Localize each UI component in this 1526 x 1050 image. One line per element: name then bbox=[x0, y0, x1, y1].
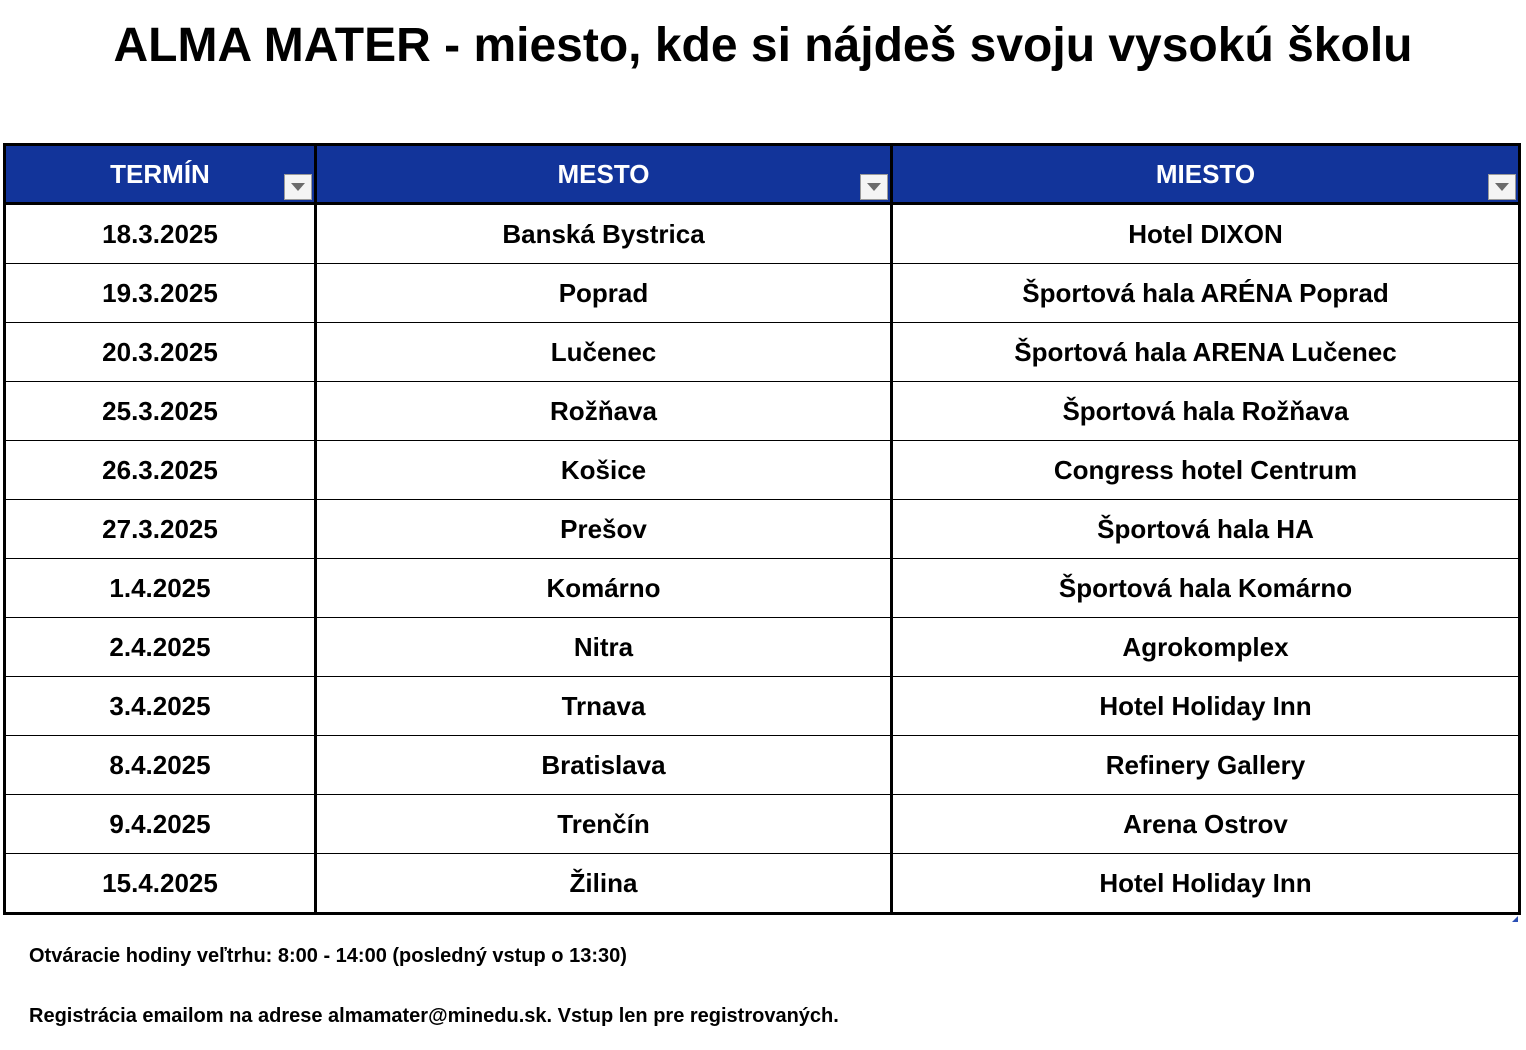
column-header-venue bbox=[892, 145, 1520, 204]
city-cell: Košice bbox=[316, 441, 892, 500]
city-cell: Trenčín bbox=[316, 795, 892, 854]
venue-cell: Športová hala Komárno bbox=[892, 559, 1520, 618]
date-cell: 19.3.2025 bbox=[5, 264, 316, 323]
table-row bbox=[5, 382, 1520, 441]
table-row bbox=[5, 264, 1520, 323]
venue-cell: Športová hala ARÉNA Poprad bbox=[892, 264, 1520, 323]
filter-dropdown-button[interactable] bbox=[1488, 174, 1516, 200]
column-header-label: TERMÍN bbox=[110, 158, 210, 189]
filter-dropdown-button[interactable] bbox=[284, 174, 312, 200]
filter-dropdown-button[interactable] bbox=[860, 174, 888, 200]
table-resize-handle[interactable] bbox=[1512, 916, 1518, 922]
city-cell: Banská Bystrica bbox=[316, 204, 892, 264]
city-cell: Rožňava bbox=[316, 382, 892, 441]
date-cell: 9.4.2025 bbox=[5, 795, 316, 854]
date-cell: 15.4.2025 bbox=[5, 854, 316, 914]
venue-cell: Arena Ostrov bbox=[892, 795, 1520, 854]
city-cell: Trnava bbox=[316, 677, 892, 736]
date-cell: 25.3.2025 bbox=[5, 382, 316, 441]
date-cell: 27.3.2025 bbox=[5, 500, 316, 559]
dropdown-arrow-icon bbox=[290, 182, 306, 192]
venue-cell: Hotel DIXON bbox=[892, 204, 1520, 264]
table-row bbox=[5, 677, 1520, 736]
venue-cell: Congress hotel Centrum bbox=[892, 441, 1520, 500]
venue-cell: Hotel Holiday Inn bbox=[892, 854, 1520, 914]
table-row bbox=[5, 204, 1520, 264]
venue-cell: Športová hala Rožňava bbox=[892, 382, 1520, 441]
date-cell: 1.4.2025 bbox=[5, 559, 316, 618]
column-header-date bbox=[5, 145, 316, 204]
table-row bbox=[5, 618, 1520, 677]
table-row bbox=[5, 323, 1520, 382]
city-cell: Nitra bbox=[316, 618, 892, 677]
city-cell: Žilina bbox=[316, 854, 892, 914]
table-row bbox=[5, 500, 1520, 559]
table-row bbox=[5, 736, 1520, 795]
city-cell: Poprad bbox=[316, 264, 892, 323]
date-cell: 26.3.2025 bbox=[5, 441, 316, 500]
date-cell: 2.4.2025 bbox=[5, 618, 316, 677]
date-cell: 18.3.2025 bbox=[5, 204, 316, 264]
dropdown-arrow-icon bbox=[1494, 182, 1510, 192]
venue-cell: Športová hala HA bbox=[892, 500, 1520, 559]
venue-cell: Športová hala ARENA Lučenec bbox=[892, 323, 1520, 382]
column-header-label: MESTO bbox=[557, 158, 650, 189]
date-cell: 20.3.2025 bbox=[5, 323, 316, 382]
venue-cell: Refinery Gallery bbox=[892, 736, 1520, 795]
schedule-table bbox=[3, 143, 1521, 915]
column-header-label: MIESTO bbox=[1155, 158, 1256, 189]
venue-cell: Agrokomplex bbox=[892, 618, 1520, 677]
page-title: ALMA MATER - miesto, kde si nájdeš svoju vysokú školu bbox=[113, 19, 1413, 72]
table-row bbox=[5, 795, 1520, 854]
venue-cell: Hotel Holiday Inn bbox=[892, 677, 1520, 736]
opening-hours-note: Otváracie hodiny veľtrhu: 8:00 - 14:00 (posledný vstup o 13:30) bbox=[29, 945, 627, 967]
date-cell: 8.4.2025 bbox=[5, 736, 316, 795]
dropdown-arrow-icon bbox=[866, 182, 882, 192]
table-row bbox=[5, 854, 1520, 914]
table-row bbox=[5, 559, 1520, 618]
city-cell: Bratislava bbox=[316, 736, 892, 795]
table-header-row bbox=[5, 145, 1520, 204]
city-cell: Lučenec bbox=[316, 323, 892, 382]
city-cell: Prešov bbox=[316, 500, 892, 559]
date-cell: 3.4.2025 bbox=[5, 677, 316, 736]
registration-note: Registrácia emailom na adrese almamater@minedu.sk. Vstup len pre registrovaných. bbox=[29, 1005, 839, 1027]
table-row bbox=[5, 441, 1520, 500]
city-cell: Komárno bbox=[316, 559, 892, 618]
column-header-city bbox=[316, 145, 892, 204]
